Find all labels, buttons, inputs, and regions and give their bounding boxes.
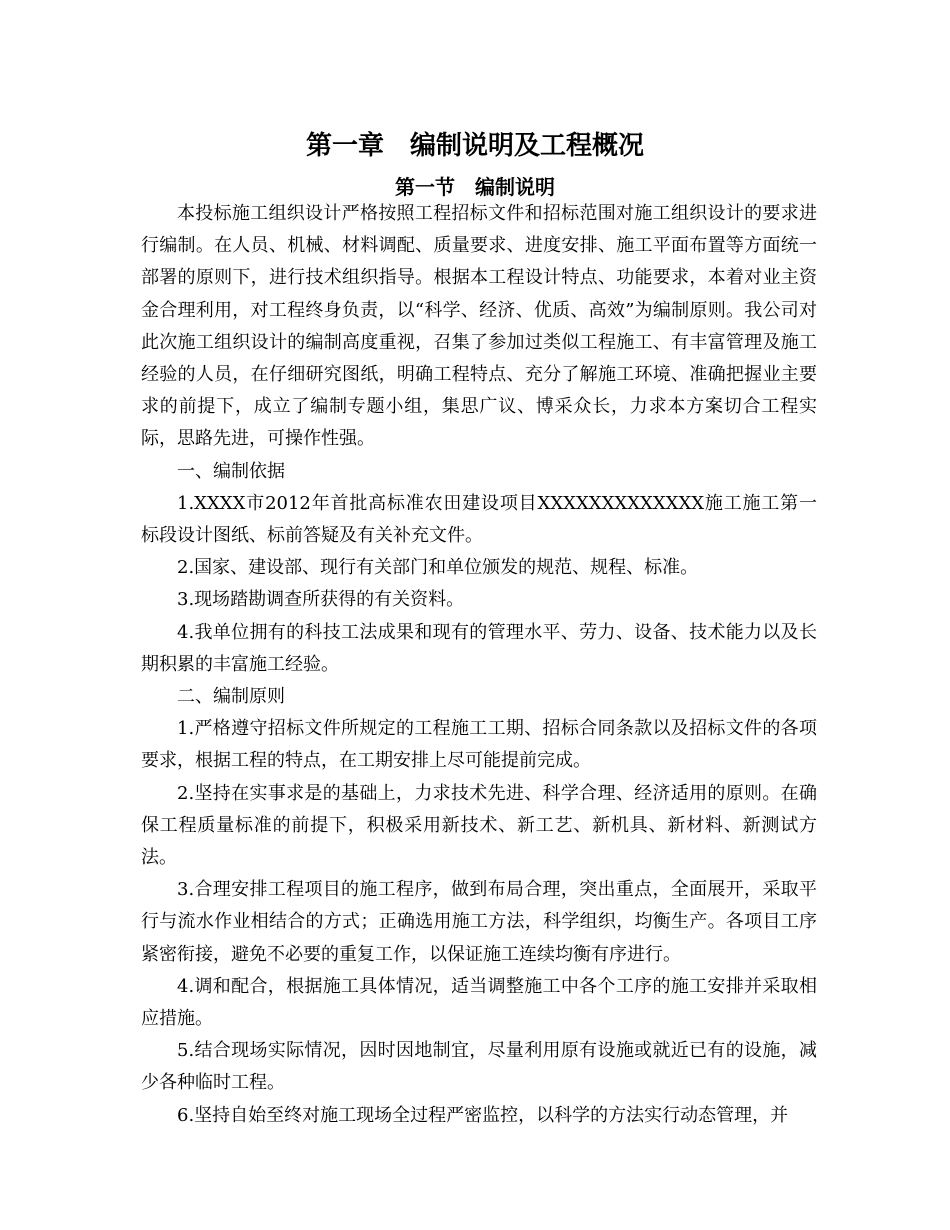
intro-paragraph: 本投标施工组织设计严格按照工程招标文件和招标范围对施工组织设计的要求进行编制。在人员、机械、材料调配、质量要求、进度安排、施工平面布置等方面统一部署的原则下，进行技术组织指导。根据本工程设计特点、功能要求，本着对业主资金合理利用，对工程终身负责，以“科学、经济、优质、高效”为编制原则。我公司对此次施工组织设计的编制高度重视，召集了参加过类似工程施工、有丰富管理及施工经验的人员，在仔细研究图纸，明确工程特点、充分了解施工环境、准确把握业主要求的前提下，成立了编制专题小组，集思广议、博采众长，力求本方案切合工程实际，思路先进，可操作性强。 [141, 203, 817, 450]
principle-item: 6.坚持自始至终对施工现场全过程严密监控，以科学的方法实行动态管理，并 [177, 1104, 789, 1126]
chapter-title: 第一章 编制说明及工程概况 [305, 131, 644, 161]
principle-item: 2.坚持在实事求是的基础上，力求技术先进、科学合理、经济适用的原则。在确保工程质量标准的前提下，积极采用新技术、新工艺、新机具、新材料、新测试方法。 [141, 782, 817, 869]
basis-item: 1.XXXX市2012年首批高标准农田建设项目XXXXXXXXXXXXX施工施工第一标段设计图纸、标前答疑及有关补充文件。 [141, 492, 817, 547]
document-body [141, 198, 817, 1132]
principle-item: 1.严格遵守招标文件所规定的工程施工工期、招标合同条款以及招标文件的各项要求，根据工程的特点，在工期安排上尽可能提前完成。 [141, 718, 817, 772]
section-title: 第一节 编制说明 [395, 175, 555, 199]
basis-heading: 一、编制依据 [177, 460, 285, 482]
principles-heading: 二、编制原则 [177, 686, 285, 708]
basis-item: 2.国家、建设部、现行有关部门和单位颁发的规范、规程、标准。 [177, 557, 699, 579]
basis-item: 4.我单位拥有的科技工法成果和现有的管理水平、劳力、设备、技术能力以及长期积累的丰富施工经验。 [141, 621, 817, 675]
principle-item: 3.合理安排工程项目的施工程序，做到布局合理，突出重点，全面展开，采取平行与流水作业相结合的方式；正确选用施工方法，科学组织，均衡生产。各项目工序紧密衔接，避免不必要的重复工作，以保证施工连续均衡有序进行。 [141, 879, 817, 965]
principle-item: 4.调和配合，根据施工具体情况，适当调整施工中各个工序的施工安排并采取相应措施。 [141, 975, 817, 1030]
principle-item: 5.结合现场实际情况，因时因地制宜，尽量利用原有设施或就近已有的设施，减少各种临时工程。 [141, 1040, 817, 1094]
basis-item: 3.现场踏勘调查所获得的有关资料。 [177, 589, 465, 611]
